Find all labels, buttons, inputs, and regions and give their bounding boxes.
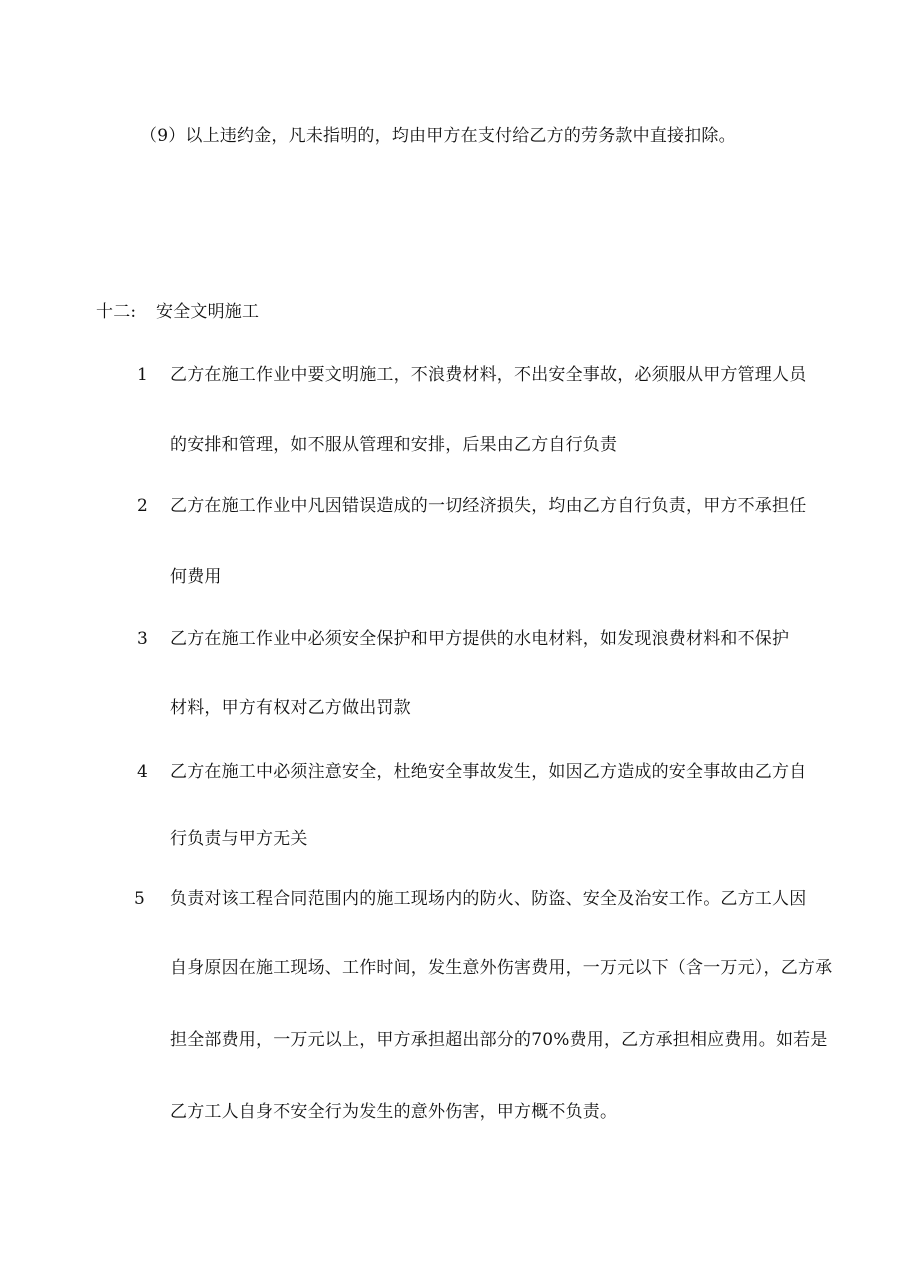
item-line: 何费用 <box>170 567 222 587</box>
section-title: 安全文明施工 <box>156 302 260 322</box>
item-line: 乙方工人自身不安全行为发生的意外伤害，甲方概不负责。 <box>170 1102 618 1122</box>
item-line: 负责对该工程合同范围内的施工现场内的防火、防盗、安全及治安工作。乙方工人因 <box>170 889 807 909</box>
item-number: 3 <box>137 629 148 649</box>
item-line: 乙方在施工作业中必须安全保护和甲方提供的水电材料，如发现浪费材料和不保护 <box>170 629 790 649</box>
item-line: 的安排和管理，如不服从管理和安排，后果由乙方自行负责 <box>170 435 618 455</box>
item-line: 乙方在施工中必须注意安全，杜绝安全事故发生，如因乙方造成的安全事故由乙方自 <box>170 762 807 782</box>
item-line: 行负责与甲方无关 <box>170 829 308 849</box>
item-number: 1 <box>137 365 148 385</box>
item-line: 材料，甲方有权对乙方做出罚款 <box>170 698 411 718</box>
item-line: 乙方在施工作业中要文明施工，不浪费材料，不出安全事故，必须服从甲方管理人员 <box>170 365 807 385</box>
item-number: 5 <box>134 889 145 909</box>
item-number: 2 <box>137 496 148 516</box>
clause-9-text: （9）以上违约金，凡未指明的，均由甲方在支付给乙方的劳务款中直接扣除。 <box>140 126 736 146</box>
section-number: 十二: <box>96 302 137 322</box>
item-line: 担全部费用，一万元以上，甲方承担超出部分的70%费用，乙方承担相应费用。如若是 <box>170 1030 828 1050</box>
item-number: 4 <box>137 762 148 782</box>
item-line: 自身原因在施工现场、工作时间，发生意外伤害费用，一万元以下（含一万元），乙方承 <box>170 958 833 978</box>
item-line: 乙方在施工作业中凡因错误造成的一切经济损失，均由乙方自行负责，甲方不承担任 <box>170 496 807 516</box>
